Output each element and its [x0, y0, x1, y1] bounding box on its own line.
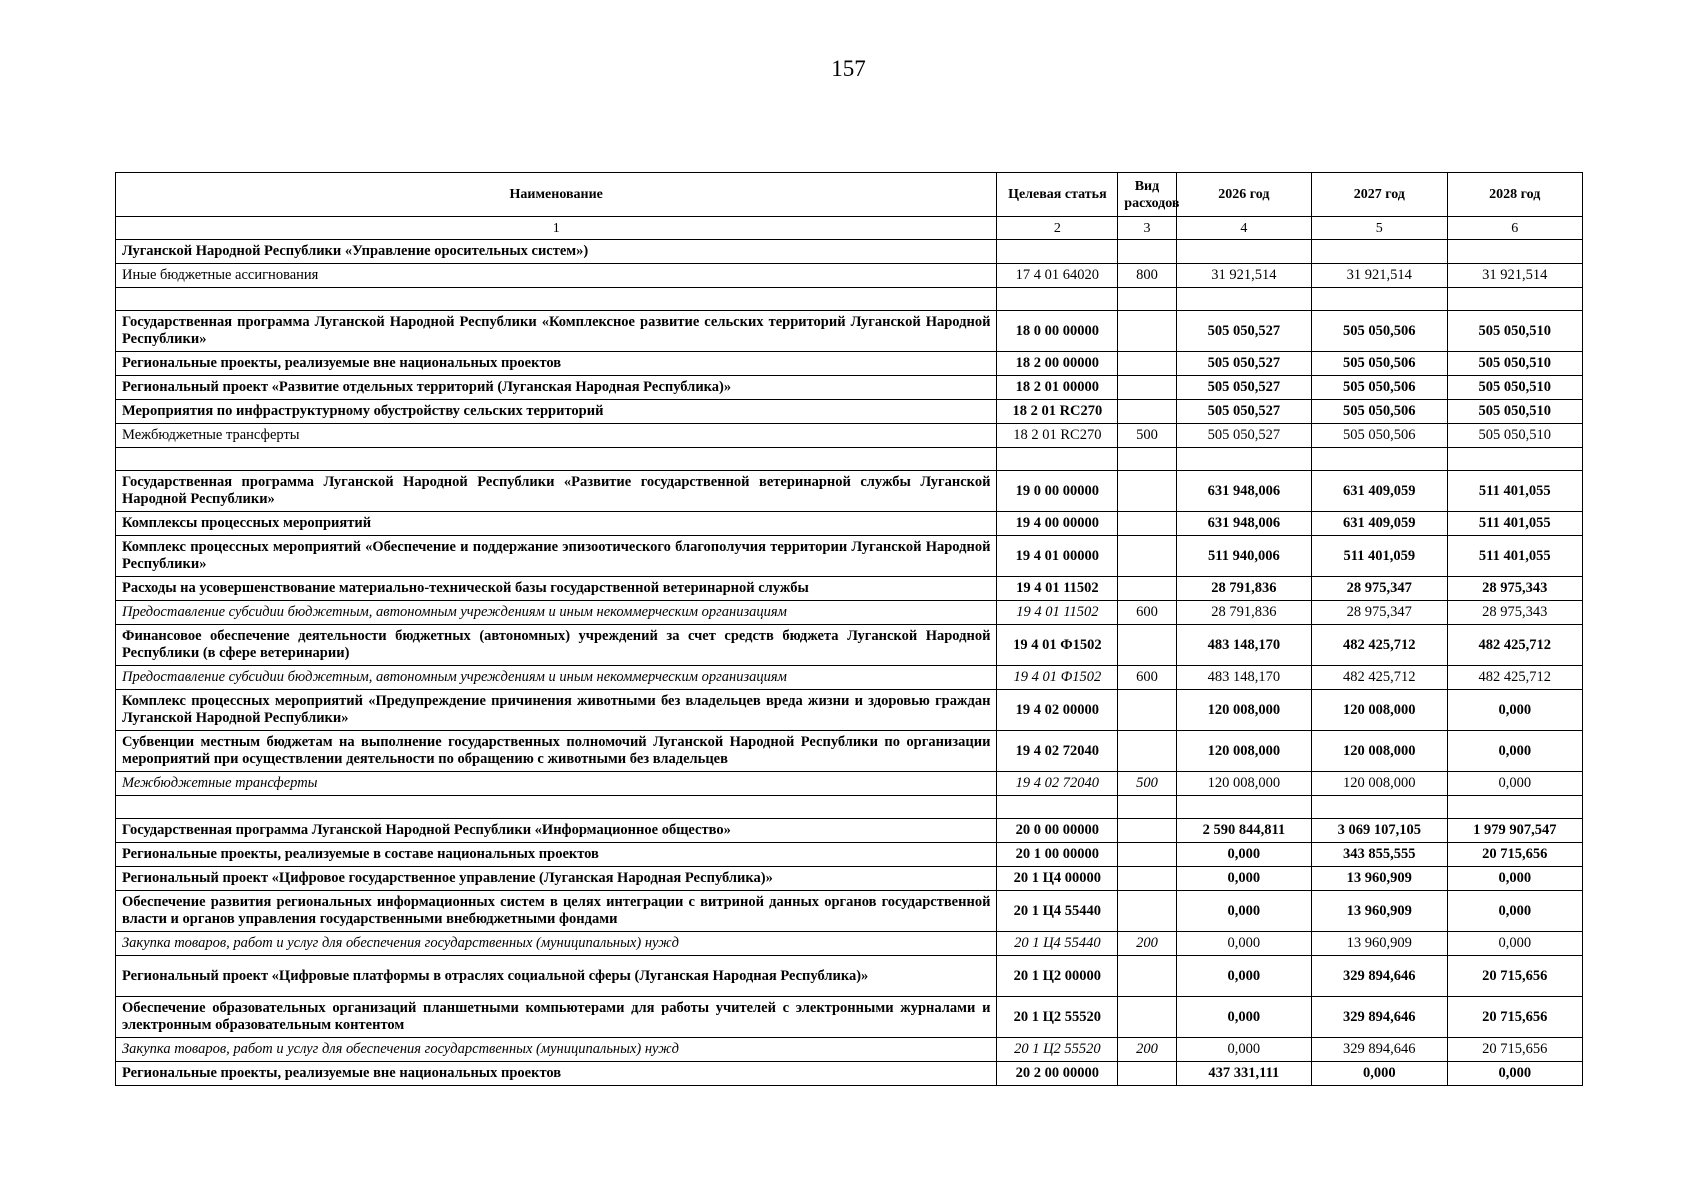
row-name: Комплексы процессных мероприятий	[116, 512, 997, 536]
row-value-2028: 0,000	[1447, 867, 1582, 891]
row-expense-type: 800	[1118, 264, 1176, 288]
row-target-article: 20 1 Ц2 55520	[997, 1038, 1118, 1062]
row-target-article: 20 1 00 00000	[997, 843, 1118, 867]
row-value-2027: 505 050,506	[1312, 311, 1447, 352]
row-value-2026: 31 921,514	[1176, 264, 1311, 288]
table-row	[116, 577, 1583, 601]
row-expense-type	[1118, 843, 1176, 867]
row-value-2026: 0,000	[1176, 891, 1311, 932]
row-target-article	[997, 288, 1118, 311]
row-value-2027: 631 409,059	[1312, 512, 1447, 536]
row-target-article	[997, 240, 1118, 264]
row-value-2026: 28 791,836	[1176, 577, 1311, 601]
row-expense-type	[1118, 997, 1176, 1038]
row-value-2026	[1176, 288, 1311, 311]
row-value-2027: 329 894,646	[1312, 956, 1447, 997]
row-value-2027: 329 894,646	[1312, 997, 1447, 1038]
row-target-article	[997, 448, 1118, 471]
row-value-2028: 505 050,510	[1447, 311, 1582, 352]
row-value-2026: 631 948,006	[1176, 512, 1311, 536]
row-value-2027: 3 069 107,105	[1312, 819, 1447, 843]
table-row	[116, 891, 1583, 932]
header-target-article: Целевая статья	[997, 173, 1118, 217]
row-value-2028	[1447, 796, 1582, 819]
row-name: Мероприятия по инфраструктурному обустройству сельских территорий	[116, 400, 997, 424]
row-value-2026: 505 050,527	[1176, 400, 1311, 424]
row-value-2026: 505 050,527	[1176, 424, 1311, 448]
table-row	[116, 512, 1583, 536]
row-target-article: 20 1 Ц2 00000	[997, 956, 1118, 997]
row-name: Межбюджетные трансферты	[116, 772, 997, 796]
row-target-article: 20 2 00 00000	[997, 1062, 1118, 1086]
row-value-2028: 505 050,510	[1447, 352, 1582, 376]
table-row	[116, 843, 1583, 867]
row-target-article: 18 2 01 RC270	[997, 424, 1118, 448]
row-value-2027	[1312, 448, 1447, 471]
table-row	[116, 240, 1583, 264]
table-row	[116, 264, 1583, 288]
row-value-2028: 0,000	[1447, 731, 1582, 772]
table-row	[116, 1062, 1583, 1086]
row-expense-type	[1118, 400, 1176, 424]
row-target-article: 19 4 01 Ф1502	[997, 625, 1118, 666]
table-row	[116, 311, 1583, 352]
row-expense-type: 600	[1118, 666, 1176, 690]
row-name: Государственная программа Луганской Народной Республики «Развитие государственной ветеринарной службы Луганской Народной Республики»	[116, 471, 997, 512]
header-name: Наименование	[116, 173, 997, 217]
page-number: 157	[831, 56, 866, 81]
row-target-article: 18 2 01 00000	[997, 376, 1118, 400]
row-value-2027: 0,000	[1312, 1062, 1447, 1086]
table-row	[116, 997, 1583, 1038]
row-value-2026: 0,000	[1176, 1038, 1311, 1062]
row-name	[116, 796, 997, 819]
row-value-2028: 0,000	[1447, 772, 1582, 796]
row-name: Предоставление субсидии бюджетным, автономным учреждениям и иным некоммерческим организациям	[116, 601, 997, 625]
row-name: Субвенции местным бюджетам на выполнение государственных полномочий Луганской Народной Республики по организации мероприятий при осуществлении деятельности по обращению с животными без владельцев	[116, 731, 997, 772]
table-row	[116, 796, 1583, 819]
table-row	[116, 819, 1583, 843]
table-row	[116, 536, 1583, 577]
row-value-2026: 437 331,111	[1176, 1062, 1311, 1086]
row-target-article: 19 4 01 Ф1502	[997, 666, 1118, 690]
row-name: Региональный проект «Цифровое государственное управление (Луганская Народная Республика)»	[116, 867, 997, 891]
column-number: 5	[1312, 217, 1447, 240]
header-2027: 2027 год	[1312, 173, 1447, 217]
row-value-2027: 120 008,000	[1312, 772, 1447, 796]
row-value-2027: 482 425,712	[1312, 666, 1447, 690]
row-target-article: 20 0 00 00000	[997, 819, 1118, 843]
table-row	[116, 772, 1583, 796]
row-target-article: 19 0 00 00000	[997, 471, 1118, 512]
table-row	[116, 867, 1583, 891]
row-name: Государственная программа Луганской Народной Республики «Информационное общество»	[116, 819, 997, 843]
table-row	[116, 956, 1583, 997]
row-target-article: 19 4 02 72040	[997, 731, 1118, 772]
row-value-2028: 28 975,343	[1447, 601, 1582, 625]
table-body	[116, 240, 1583, 1086]
table-row	[116, 666, 1583, 690]
row-name: Региональный проект «Цифровые платформы в отраслях социальной сферы (Луганская Народная Республика)»	[116, 956, 997, 997]
row-name: Луганской Народной Республики «Управление оросительных систем»)	[116, 240, 997, 264]
row-expense-type	[1118, 891, 1176, 932]
row-name: Иные бюджетные ассигнования	[116, 264, 997, 288]
row-expense-type	[1118, 867, 1176, 891]
row-value-2026: 2 590 844,811	[1176, 819, 1311, 843]
row-value-2026: 0,000	[1176, 867, 1311, 891]
row-target-article: 19 4 01 00000	[997, 536, 1118, 577]
row-expense-type	[1118, 819, 1176, 843]
row-value-2026: 483 148,170	[1176, 666, 1311, 690]
row-expense-type: 200	[1118, 932, 1176, 956]
header-expense-type: Вид расходов	[1118, 173, 1176, 217]
table-row	[116, 601, 1583, 625]
row-value-2026	[1176, 796, 1311, 819]
row-value-2028	[1447, 288, 1582, 311]
row-value-2028: 511 401,055	[1447, 536, 1582, 577]
row-name	[116, 448, 997, 471]
table-row	[116, 625, 1583, 666]
row-value-2028: 31 921,514	[1447, 264, 1582, 288]
row-expense-type: 600	[1118, 601, 1176, 625]
row-name: Комплекс процессных мероприятий «Обеспечение и поддержание эпизоотического благополучия территории Луганской Народной Республики»	[116, 536, 997, 577]
table-row	[116, 731, 1583, 772]
row-target-article: 18 2 01 RC270	[997, 400, 1118, 424]
row-name: Закупка товаров, работ и услуг для обеспечения государственных (муниципальных) нужд	[116, 932, 997, 956]
row-target-article: 19 4 02 00000	[997, 690, 1118, 731]
row-value-2027: 505 050,506	[1312, 352, 1447, 376]
row-name: Государственная программа Луганской Народной Республики «Комплексное развитие сельских территорий Луганской Народной Республики»	[116, 311, 997, 352]
row-value-2027	[1312, 240, 1447, 264]
row-value-2028: 0,000	[1447, 932, 1582, 956]
header-2028: 2028 год	[1447, 173, 1582, 217]
row-value-2026: 28 791,836	[1176, 601, 1311, 625]
column-number: 3	[1118, 217, 1176, 240]
table-row	[116, 400, 1583, 424]
row-value-2027: 13 960,909	[1312, 867, 1447, 891]
row-value-2028: 0,000	[1447, 690, 1582, 731]
row-value-2028: 482 425,712	[1447, 625, 1582, 666]
table-row	[116, 471, 1583, 512]
row-value-2028	[1447, 240, 1582, 264]
row-value-2026: 0,000	[1176, 956, 1311, 997]
row-expense-type	[1118, 731, 1176, 772]
row-value-2028: 511 401,055	[1447, 471, 1582, 512]
column-number: 1	[116, 217, 997, 240]
row-name: Предоставление субсидии бюджетным, автономным учреждениям и иным некоммерческим организациям	[116, 666, 997, 690]
row-expense-type	[1118, 796, 1176, 819]
row-target-article: 19 4 01 11502	[997, 601, 1118, 625]
row-name: Обеспечение образовательных организаций планшетными компьютерами для работы учителей с электронными журналами и электронным образовательным контентом	[116, 997, 997, 1038]
row-value-2027: 329 894,646	[1312, 1038, 1447, 1062]
row-expense-type	[1118, 288, 1176, 311]
row-value-2028: 0,000	[1447, 1062, 1582, 1086]
row-name: Региональный проект «Развитие отдельных территорий (Луганская Народная Республика)»	[116, 376, 997, 400]
row-name	[116, 288, 997, 311]
row-value-2026: 0,000	[1176, 843, 1311, 867]
header-2026: 2026 год	[1176, 173, 1311, 217]
column-number: 2	[997, 217, 1118, 240]
row-expense-type	[1118, 352, 1176, 376]
row-name: Расходы на усовершенствование материально-технической базы государственной ветеринарной службы	[116, 577, 997, 601]
row-value-2027: 13 960,909	[1312, 932, 1447, 956]
row-expense-type	[1118, 240, 1176, 264]
row-expense-type	[1118, 577, 1176, 601]
row-value-2027	[1312, 288, 1447, 311]
table-row	[116, 376, 1583, 400]
row-value-2028: 20 715,656	[1447, 956, 1582, 997]
row-value-2028: 28 975,343	[1447, 577, 1582, 601]
row-value-2028: 505 050,510	[1447, 400, 1582, 424]
row-expense-type	[1118, 625, 1176, 666]
row-expense-type	[1118, 512, 1176, 536]
table-row	[116, 288, 1583, 311]
row-expense-type: 500	[1118, 772, 1176, 796]
row-value-2026: 0,000	[1176, 997, 1311, 1038]
row-target-article: 20 1 Ц2 55520	[997, 997, 1118, 1038]
row-expense-type: 200	[1118, 1038, 1176, 1062]
row-value-2026: 120 008,000	[1176, 772, 1311, 796]
row-value-2028: 505 050,510	[1447, 424, 1582, 448]
column-number-row	[116, 217, 1583, 240]
row-name: Финансовое обеспечение деятельности бюджетных (автономных) учреждений за счет средств бюджета Луганской Народной Республики (в сфере ветеринарии)	[116, 625, 997, 666]
row-value-2028: 20 715,656	[1447, 1038, 1582, 1062]
row-value-2027: 505 050,506	[1312, 376, 1447, 400]
row-target-article: 19 4 01 11502	[997, 577, 1118, 601]
row-target-article: 20 1 Ц4 55440	[997, 932, 1118, 956]
row-value-2028: 20 715,656	[1447, 997, 1582, 1038]
row-name: Закупка товаров, работ и услуг для обеспечения государственных (муниципальных) нужд	[116, 1038, 997, 1062]
row-value-2028: 482 425,712	[1447, 666, 1582, 690]
row-value-2026	[1176, 240, 1311, 264]
table-row	[116, 1038, 1583, 1062]
row-value-2028: 1 979 907,547	[1447, 819, 1582, 843]
row-target-article	[997, 796, 1118, 819]
table-row	[116, 932, 1583, 956]
row-value-2027	[1312, 796, 1447, 819]
row-name: Обеспечение развития региональных информационных систем в целях интеграции с витриной данных органов государственной власти и органов управления государственными внебюджетными фондами	[116, 891, 997, 932]
row-name: Межбюджетные трансферты	[116, 424, 997, 448]
row-value-2028: 505 050,510	[1447, 376, 1582, 400]
row-value-2026: 631 948,006	[1176, 471, 1311, 512]
row-target-article: 20 1 Ц4 55440	[997, 891, 1118, 932]
row-name: Региональные проекты, реализуемые вне национальных проектов	[116, 1062, 997, 1086]
row-expense-type	[1118, 448, 1176, 471]
column-number: 6	[1447, 217, 1582, 240]
row-value-2026: 505 050,527	[1176, 352, 1311, 376]
row-name: Региональные проекты, реализуемые в составе национальных проектов	[116, 843, 997, 867]
table-row	[116, 690, 1583, 731]
budget-table	[115, 172, 1583, 1086]
table-header-row	[116, 173, 1583, 217]
row-value-2027: 511 401,059	[1312, 536, 1447, 577]
row-value-2027: 13 960,909	[1312, 891, 1447, 932]
row-value-2026: 483 148,170	[1176, 625, 1311, 666]
row-name: Комплекс процессных мероприятий «Предупреждение причинения животными без владельцев вреда жизни и здоровью граждан Луганской Народной Республики»	[116, 690, 997, 731]
table-row	[116, 424, 1583, 448]
row-value-2026: 120 008,000	[1176, 690, 1311, 731]
row-value-2027: 120 008,000	[1312, 690, 1447, 731]
row-value-2027: 482 425,712	[1312, 625, 1447, 666]
row-expense-type	[1118, 311, 1176, 352]
row-value-2028: 20 715,656	[1447, 843, 1582, 867]
column-number: 4	[1176, 217, 1311, 240]
row-expense-type	[1118, 1062, 1176, 1086]
row-value-2027: 120 008,000	[1312, 731, 1447, 772]
row-value-2027: 343 855,555	[1312, 843, 1447, 867]
row-value-2027: 31 921,514	[1312, 264, 1447, 288]
row-target-article: 19 4 00 00000	[997, 512, 1118, 536]
row-target-article: 18 2 00 00000	[997, 352, 1118, 376]
row-value-2027: 631 409,059	[1312, 471, 1447, 512]
row-expense-type	[1118, 536, 1176, 577]
row-expense-type: 500	[1118, 424, 1176, 448]
row-value-2027: 28 975,347	[1312, 577, 1447, 601]
row-target-article: 17 4 01 64020	[997, 264, 1118, 288]
row-expense-type	[1118, 471, 1176, 512]
row-value-2028: 0,000	[1447, 891, 1582, 932]
row-value-2026: 511 940,006	[1176, 536, 1311, 577]
row-value-2027: 505 050,506	[1312, 400, 1447, 424]
row-target-article: 19 4 02 72040	[997, 772, 1118, 796]
row-value-2028: 511 401,055	[1447, 512, 1582, 536]
row-expense-type	[1118, 956, 1176, 997]
row-value-2026: 505 050,527	[1176, 376, 1311, 400]
table-row	[116, 352, 1583, 376]
row-value-2027: 28 975,347	[1312, 601, 1447, 625]
row-expense-type	[1118, 690, 1176, 731]
row-name: Региональные проекты, реализуемые вне национальных проектов	[116, 352, 997, 376]
row-value-2026: 505 050,527	[1176, 311, 1311, 352]
row-value-2027: 505 050,506	[1312, 424, 1447, 448]
row-value-2026	[1176, 448, 1311, 471]
row-target-article: 18 0 00 00000	[997, 311, 1118, 352]
row-value-2028	[1447, 448, 1582, 471]
row-value-2026: 120 008,000	[1176, 731, 1311, 772]
row-target-article: 20 1 Ц4 00000	[997, 867, 1118, 891]
row-expense-type	[1118, 376, 1176, 400]
table-row	[116, 448, 1583, 471]
row-value-2026: 0,000	[1176, 932, 1311, 956]
